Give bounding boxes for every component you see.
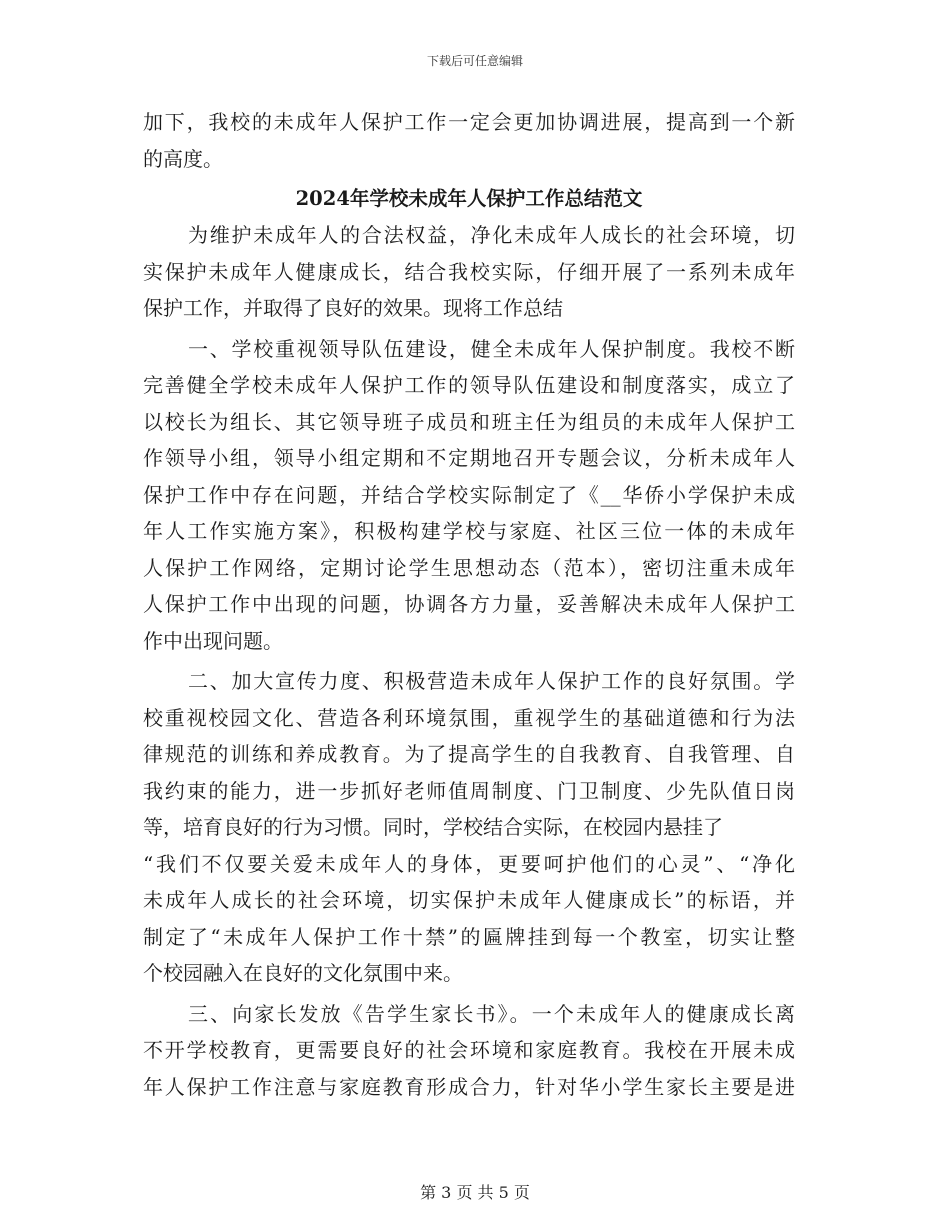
- paragraph-line: 律规范的训练和养成教育。为了提高学生的自我教育、自我管理、自: [143, 742, 795, 766]
- paragraph-line: 年人保护工作注意与家庭教育形成合力，针对华小学生家长主要是进: [143, 1074, 795, 1099]
- paragraph-line: 保护工作中存在问题，并结合学校实际制定了《__华侨小学保护未成: [143, 482, 795, 507]
- paragraph-line: 作领导小组，领导小组定期和不定期地召开专题会议，分析未成年人: [143, 446, 795, 470]
- paragraph-line: 实保护未成年人健康成长，结合我校实际，仔细开展了一系列未成年: [143, 259, 795, 284]
- paragraph-line: 三、向家长发放《告学生家长书》。一个未成年人的健康成长离: [188, 1001, 795, 1026]
- paragraph-line: 加下，我校的未成年人保护工作一定会更加协调进展，提高到一个新: [143, 110, 795, 134]
- paragraph-line: 二、加大宣传力度、积极营造未成年人保护工作的良好氛围。学: [188, 669, 795, 693]
- page-header: 下载后可任意编辑: [426, 54, 523, 68]
- paragraph-line: 为维护未成年人的合法权益，净化未成年人成长的社会环境，切: [188, 223, 795, 247]
- paragraph-line: 以校长为组长、其它领导班子成员和班主任为组员的未成年人保护工: [143, 409, 795, 434]
- intro-paragraph: [143, 217, 795, 327]
- paragraph-line: 的高度。: [143, 146, 223, 171]
- section-2-paragraph: [143, 663, 795, 992]
- document-body: [143, 104, 795, 1109]
- page-footer: 第 3 页 共 5 页: [420, 1183, 530, 1202]
- paragraph-line: 作中出现问题。: [143, 628, 283, 653]
- continuation-paragraph: [143, 104, 795, 177]
- paragraph-line: 未成年人成长的社会环境，切实保护未成年人健康成长”的标语，并: [143, 888, 795, 912]
- paragraph-line: “我们不仅要关爱未成年人的身体，更要呵护他们的心灵”、“净化: [143, 851, 795, 876]
- paragraph-line: 个校园融入在良好的文化氛围中来。: [143, 961, 463, 985]
- paragraph-line: 不开学校教育，更需要良好的社会环境和家庭教育。我校在开展未成: [143, 1038, 795, 1062]
- paragraph-line: 保护工作，并取得了良好的效果。现将工作总结: [143, 296, 563, 320]
- paragraph-line: 我约束的能力，进一步抓好老师值周制度、门卫制度、少先队值日岗: [143, 778, 795, 803]
- paragraph-line: 校重视校园文化、营造各利环境氛围，重视学生的基础道德和行为法: [143, 705, 795, 730]
- section-1-paragraph: [143, 331, 795, 660]
- paragraph-line: 一、学校重视领导队伍建设，健全未成年人保护制度。我校不断: [188, 336, 795, 361]
- paragraph-line: 人保护工作网络，定期讨论学生思想动态（范本），密切注重未成年: [143, 555, 795, 580]
- document-title: 2024年学校未成年人保护工作总结范文: [295, 187, 643, 210]
- paragraph-line: 完善健全学校未成年人保护工作的领导队伍建设和制度落实，成立了: [143, 373, 795, 397]
- paragraph-line: 人保护工作中出现的问题，协调各方力量，妥善解决未成年人保护工: [143, 592, 795, 616]
- paragraph-line: 等，培育良好的行为习惯。同时，学校结合实际，在校园内悬挂了: [143, 815, 723, 839]
- paragraph-line: 年人工作实施方案》，积极构建学校与家庭、社区三位一体的未成年: [143, 519, 795, 543]
- paragraph-line: 制定了“未成年人保护工作十禁”的匾牌挂到每一个教室，切实让整: [143, 924, 795, 949]
- section-3-paragraph: [143, 996, 795, 1106]
